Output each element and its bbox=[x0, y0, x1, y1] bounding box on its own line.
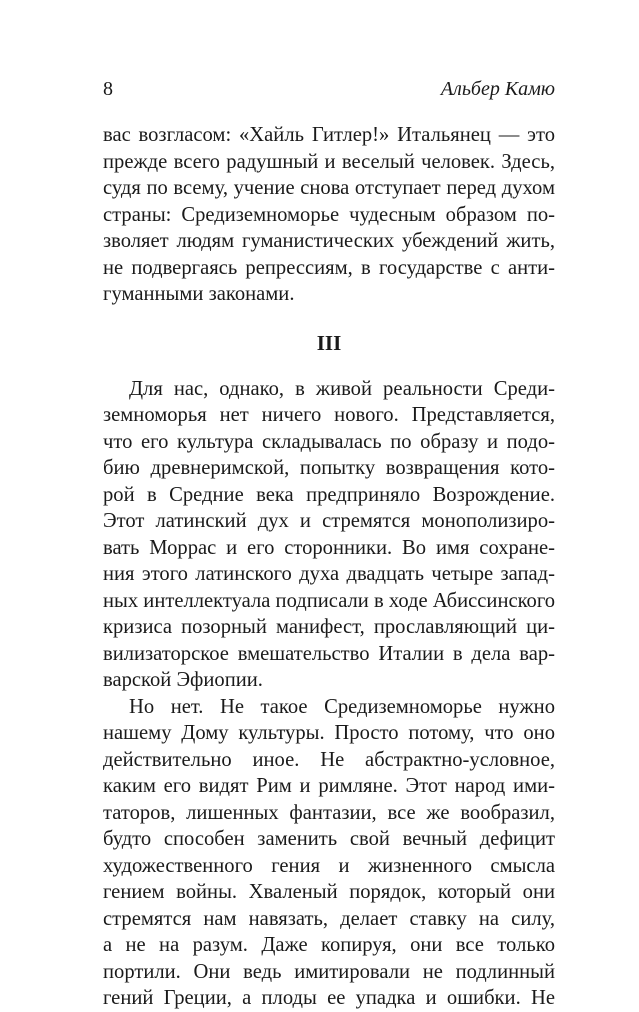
text-line: таторов, лишенных фантазии, все же вообразил, bbox=[103, 801, 555, 824]
text-line: земноморья нет ничего нового. Представляется, bbox=[103, 404, 555, 426]
text-line: не подвергаясь репрессиям, в государстве с анти- bbox=[103, 256, 555, 279]
text-line: зволяет людям гуманистических убеждений жить, bbox=[103, 230, 555, 252]
section-heading: III bbox=[316, 330, 342, 355]
text-line: рой в Средние века предприняло Возрождение. bbox=[103, 483, 555, 506]
text-line: Но нет. Не такое Средиземноморье нужно bbox=[129, 695, 555, 718]
text-line: гений Греции, а плоды ее упадка и ошибки. Не bbox=[103, 987, 555, 1009]
running-title-author: Альбер Камю bbox=[440, 78, 555, 100]
text-line: стремятся нам навязать, делает ставку на силу, bbox=[103, 907, 555, 930]
text-line: Этот латинский дух и стремятся монополизиро- bbox=[103, 510, 555, 532]
paragraph bbox=[103, 122, 555, 308]
text-line: ных интеллектуала подписали в ходе Абиссинского bbox=[103, 589, 556, 612]
text-line: кризиса позорный манифест, прославляющий ци- bbox=[103, 616, 555, 638]
page-number: 8 bbox=[103, 78, 113, 100]
text-line: что его культура складывалась по образу и подо- bbox=[103, 430, 555, 453]
text-line: каким его видят Рим и римляне. Этот народ ими- bbox=[103, 775, 555, 797]
text-line: будто способен заменить свой вечный дефицит bbox=[103, 828, 555, 850]
text-line: гуманными законами. bbox=[103, 283, 295, 305]
text-line: гением войны. Хваленый порядок, который они bbox=[103, 881, 555, 903]
text-line: вас возгласом: «Хайль Гитлер!» Итальянец — это bbox=[103, 124, 555, 146]
text-line: нашему Дому культуры. Просто потому, что оно bbox=[103, 722, 555, 744]
text-line: судя по всему, учение снова отступает перед духом bbox=[103, 177, 555, 199]
running-head bbox=[103, 72, 555, 106]
text-line: портили. Они ведь имитировали не подлинный bbox=[103, 960, 555, 983]
text-line: бию древнеримской, попытку возвращения кото- bbox=[103, 457, 555, 479]
body-text bbox=[103, 122, 555, 1012]
text-line: прежде всего радушный и веселый человек. Здесь, bbox=[103, 150, 555, 173]
text-line: варской Эфиопии. bbox=[103, 669, 263, 691]
text-line: страны: Средиземноморье чудесным образом по- bbox=[103, 203, 555, 226]
text-line: действительно иное. Не абстрактно-условное, bbox=[103, 748, 555, 771]
text-line: а не на разум. Даже копируя, они все только bbox=[103, 934, 555, 956]
text-line: ния этого латинского духа двадцать четыре запад- bbox=[103, 563, 555, 585]
paragraph bbox=[103, 694, 555, 1012]
text-line: художественного гения и жизненного смысла bbox=[103, 854, 555, 877]
text-line: вилизаторское вмешательство Италии в дела вар- bbox=[103, 642, 555, 665]
paragraph bbox=[103, 376, 555, 694]
text-line: Для нас, однако, в живой реальности Среди- bbox=[129, 377, 555, 400]
book-page bbox=[103, 72, 555, 1012]
text-line: вать Моррас и его сторонники. Во имя сохране- bbox=[103, 536, 555, 559]
